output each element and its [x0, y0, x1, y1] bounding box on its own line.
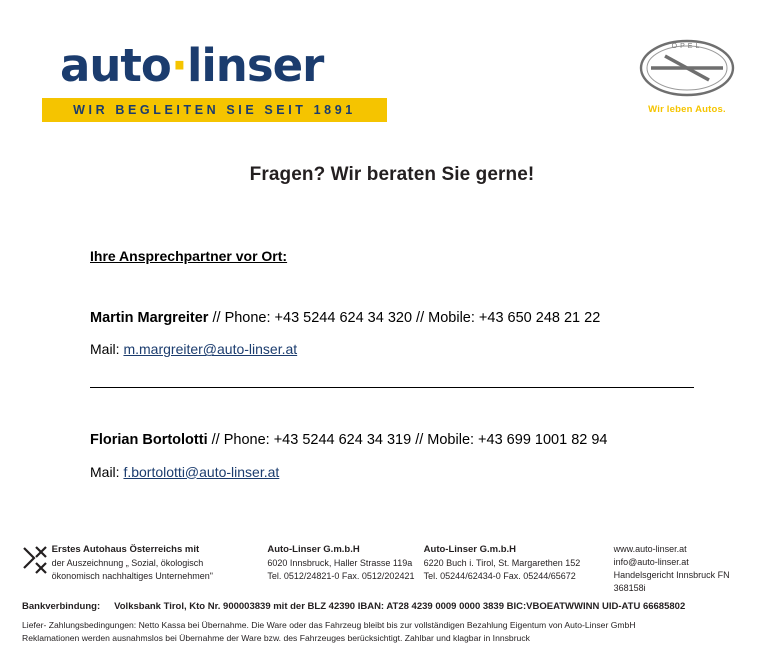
logo-text-secondary: linser	[186, 39, 324, 92]
contact-line	[90, 310, 694, 327]
bank-details	[22, 601, 762, 612]
office2-address: 6220 Buch i. Tirol, St. Margarethen 152	[423, 557, 581, 568]
logo-text-primary: auto	[60, 39, 171, 92]
company-logo-wordmark	[42, 29, 387, 94]
contact-line	[90, 432, 694, 449]
document-body	[0, 164, 784, 480]
company-logo	[42, 29, 387, 122]
document-header	[0, 0, 784, 140]
office1-address: 6020 Innsbruck, Haller Strasse 119a	[267, 557, 413, 568]
contacts-subheading: Ihre Ansprechpartner vor Ort:	[90, 248, 288, 264]
mail-label: Mail:	[90, 341, 124, 358]
contact-email-link[interactable]: m.margreiter@auto-linser.at	[123, 341, 298, 358]
contact-name: Martin Margreiter	[90, 310, 209, 326]
section-divider	[90, 387, 694, 388]
svg-text:OPEL: OPEL	[671, 43, 703, 50]
contact-phone-details: // Phone: +43 5244 624 34 320 // Mobile: +43 650 248 21 22	[208, 310, 601, 326]
contact-name: Florian Bortolotti	[90, 432, 208, 449]
bank-label: Bankverbindung:	[22, 601, 101, 613]
brand-logo-block	[632, 36, 742, 115]
contact-block-1	[90, 310, 694, 357]
footer-website[interactable]: www.auto-linser.at	[613, 544, 687, 555]
footer-columns	[22, 543, 762, 595]
opel-logo	[637, 36, 737, 100]
footer-web-contact	[614, 543, 762, 595]
footer-office-buch	[424, 543, 614, 583]
mail-label: Mail:	[90, 463, 124, 480]
office1-phone: Tel. 0512/24821-0 Fax. 0512/202421	[267, 570, 415, 581]
office2-phone: Tel. 05244/62434-0 Fax. 05244/65672	[423, 570, 576, 581]
contact-block-2	[90, 432, 694, 479]
award-line-1: Erstes Autohaus Österreichs mit	[51, 544, 200, 556]
logo-slogan-bar	[42, 98, 387, 122]
logo-dot: ·	[170, 39, 187, 92]
contact-mail-line	[90, 341, 694, 357]
legal-line-2: Reklamationen werden ausnahmslos bei Übernahme der Ware bzw. des Fahrzeuges berücksichtigt. Zahlbar und klagbar in Innsbruck	[22, 633, 530, 644]
award-icon-cell	[22, 543, 52, 575]
footer-office-innsbruck	[267, 543, 423, 583]
x-award-icon	[22, 545, 48, 575]
footer-register: Handelsgericht Innsbruck FN 368158i	[613, 570, 730, 594]
legal-line-1: Liefer- Zahlungsbedingungen: Netto Kassa bei Übernahme. Die Ware oder das Fahrzeug bleibt bis zur vollständigen Bezahlung Eigentum von Auto-Linser GmbH	[22, 620, 636, 631]
logo-slogan: WIR BEGLEITEN SIE SEIT 1891	[73, 103, 356, 117]
office1-title: Auto-Linser G.m.b.H	[267, 544, 360, 556]
contact-phone-details: // Phone: +43 5244 624 34 319 // Mobile: +43 699 1001 82 94	[207, 432, 608, 449]
award-line-3: ökonomisch nachhaltiges Unternehmen"	[51, 570, 213, 581]
contact-email-link[interactable]: f.bortolotti@auto-linser.at	[123, 463, 280, 480]
contact-mail-line	[90, 464, 694, 480]
footer-email[interactable]: info@auto-linser.at	[613, 557, 689, 568]
document-footer	[0, 543, 784, 645]
legal-terms	[22, 619, 762, 645]
award-line-2: der Auszeichnung „ Sozial, ökologisch	[51, 557, 204, 568]
office2-title: Auto-Linser G.m.b.H	[423, 544, 517, 556]
page-title: Fragen? Wir beraten Sie gerne!	[249, 164, 535, 185]
footer-award-text	[52, 543, 268, 583]
brand-tagline: Wir leben Autos.	[648, 104, 726, 115]
bank-value: Volksbank Tirol, Kto Nr. 900003839 mit der BLZ 42390 IBAN: AT28 4239 0009 0000 3839 BIC:VBOEATWWINN UID-ATU 66685802	[114, 601, 686, 613]
